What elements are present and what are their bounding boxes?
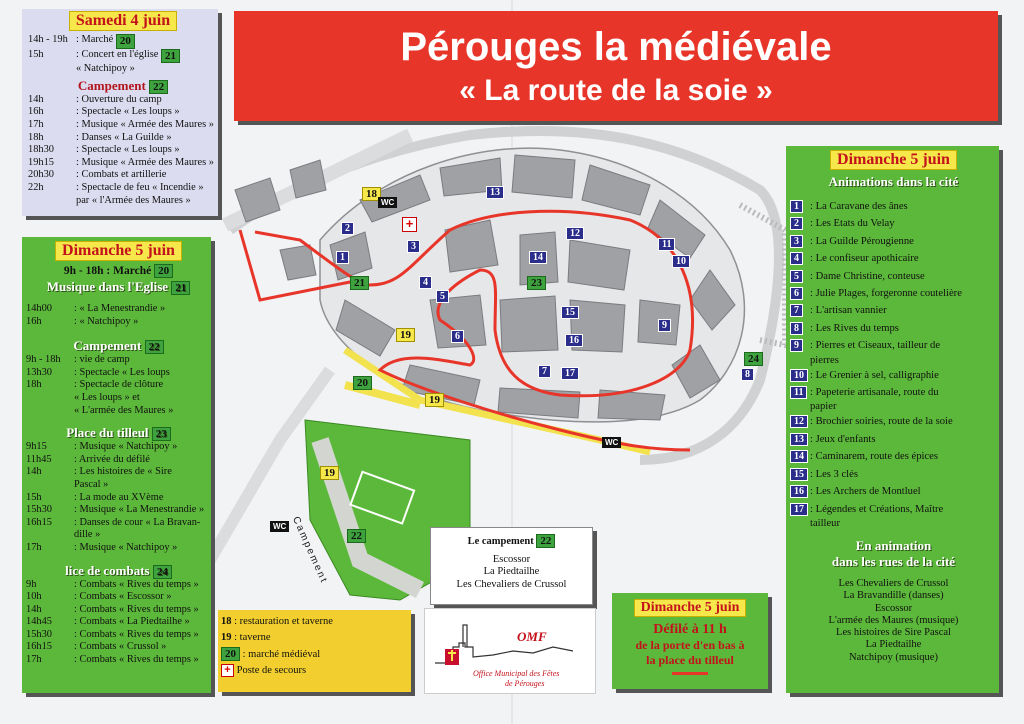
list-item bbox=[790, 401, 997, 413]
animation-number-badge: 5 bbox=[790, 270, 803, 283]
list-item: « Les loups » et bbox=[74, 391, 140, 403]
page-subtitle: « La route de la soie » bbox=[459, 74, 773, 107]
map-marker-19a[interactable]: 19 bbox=[396, 328, 415, 342]
animation-label: : Papeterie artisanale, route du bbox=[810, 387, 939, 399]
animation-label: : Les Etats du Velay bbox=[810, 218, 895, 230]
list-item: 15h30 : Combats « Rives du temps » bbox=[26, 628, 199, 640]
list-item bbox=[790, 483, 997, 500]
animation-number-badge: 10 bbox=[790, 369, 808, 382]
animation-number-badge: 6 bbox=[790, 287, 803, 300]
map-marker-18[interactable]: 18 bbox=[362, 187, 381, 201]
logo-line-1: Office Municipal des Fêtes bbox=[473, 669, 560, 678]
list-item: 11h45 : Arrivée du défilé bbox=[26, 453, 150, 465]
list-item bbox=[790, 268, 997, 285]
animation-label: papier bbox=[810, 401, 837, 413]
list-item: 15h : La mode au XVème bbox=[26, 491, 164, 503]
campement-box-title: Le campement 22 bbox=[431, 535, 592, 549]
animation-label: : Pierres et Ciseaux, tailleur de bbox=[810, 340, 941, 352]
map-marker-1[interactable]: 1 bbox=[336, 251, 349, 264]
animation-number-badge: 7 bbox=[790, 304, 803, 317]
legend-box bbox=[218, 610, 411, 692]
animation-number-badge: 8 bbox=[790, 322, 803, 335]
list-item: 9h15 : Musique « Natchipoy » bbox=[26, 441, 178, 453]
list-item: L'armée des Maures (musique) bbox=[828, 614, 959, 626]
street-anim-heading-2: dans les rues de la cité bbox=[831, 553, 956, 569]
list-item: par « l'Armée des Maures » bbox=[76, 194, 191, 206]
list-item: 18h : Spectacle de clôture bbox=[26, 379, 164, 391]
list-item: 14h : Les histoires de « Sire bbox=[26, 466, 172, 478]
list-item bbox=[790, 285, 997, 302]
list-item bbox=[790, 233, 997, 250]
map-marker-22[interactable]: 22 bbox=[347, 529, 366, 543]
map-marker-5[interactable]: 5 bbox=[436, 290, 449, 303]
map-marker-16[interactable]: 16 bbox=[565, 334, 583, 347]
animation-label: : Les 3 clés bbox=[810, 468, 858, 480]
logo-acronym: OMF bbox=[517, 629, 547, 644]
list-item bbox=[790, 355, 997, 367]
parade-underline bbox=[672, 672, 708, 675]
list-item: Escossor bbox=[874, 602, 913, 614]
list-item: La Piedtailhe bbox=[865, 639, 922, 651]
map-marker-24[interactable]: 24 bbox=[744, 352, 763, 366]
saturday-campement-heading: Campement 22 bbox=[28, 78, 218, 94]
parade-title: Dimanche 5 juin bbox=[634, 599, 747, 617]
map-marker-3[interactable]: 3 bbox=[407, 240, 420, 253]
list-item: 14h - 19h : Marché 20 bbox=[28, 34, 218, 49]
list-item bbox=[790, 215, 997, 232]
logo-line-2: de Pérouges bbox=[505, 679, 545, 688]
wc-icon: WC bbox=[270, 521, 289, 532]
list-item: 9h : Combats « Rives du temps » bbox=[26, 578, 199, 590]
animations-list bbox=[790, 198, 997, 530]
street-anim-heading-1: En animation bbox=[855, 537, 932, 553]
list-item: 14h45 : Combats « La Piedtailhe » bbox=[26, 616, 190, 628]
list-item bbox=[790, 337, 997, 354]
list-item: Les Chevaliers de Crussol bbox=[456, 578, 567, 590]
animation-label: : Julie Plages, forgeronne coutelière bbox=[810, 288, 962, 300]
list-item bbox=[790, 320, 997, 337]
list-item: 17h : Musique « Natchipoy » bbox=[26, 541, 178, 553]
list-item bbox=[790, 250, 997, 267]
music-heading: Musique dans l'Eglise 21 bbox=[26, 279, 211, 295]
list-item: 10h : Combats « Escossor » bbox=[26, 591, 172, 603]
map-marker-2[interactable]: 2 bbox=[341, 222, 354, 235]
animation-number-badge: 13 bbox=[790, 433, 808, 446]
animation-label: : La Caravane des ânes bbox=[810, 201, 908, 212]
list-item: Pascal » bbox=[74, 478, 109, 490]
map-marker-19b[interactable]: 19 bbox=[425, 393, 444, 407]
animation-label: : Caminarem, route des épices bbox=[810, 451, 938, 463]
list-item: 15h : Concert en l'église 21 bbox=[28, 49, 218, 64]
map-marker-21[interactable]: 21 bbox=[350, 276, 369, 290]
list-item: 17h : Combats « Rives du temps » bbox=[26, 654, 199, 666]
list-item: 22h : Spectacle de feu « Incendie » bbox=[28, 181, 204, 193]
animation-number-badge: 15 bbox=[790, 468, 808, 481]
parade-line-2: de la porte d'en bas à bbox=[635, 638, 745, 652]
place-tilleul-heading: Place du tilleul 23 bbox=[26, 425, 211, 441]
list-item bbox=[790, 198, 997, 215]
animation-label: : Légendes et Créations, Maître bbox=[810, 503, 944, 515]
map-marker-13[interactable]: 13 bbox=[486, 186, 504, 199]
animation-number-badge: 9 bbox=[790, 339, 803, 352]
animation-label: : L'artisan vannier bbox=[810, 305, 887, 317]
map-marker-12[interactable]: 12 bbox=[566, 227, 584, 240]
list-item: dille » bbox=[74, 529, 101, 541]
list-item bbox=[790, 413, 997, 430]
animation-number-badge: 14 bbox=[790, 450, 808, 463]
animation-label: tailleur bbox=[810, 517, 841, 529]
map-marker-14[interactable]: 14 bbox=[529, 251, 547, 264]
page-title: Pérouges la médiévale bbox=[400, 25, 832, 69]
parade-line-1: Défilé à 11 h bbox=[653, 622, 727, 637]
map-marker-23[interactable]: 23 bbox=[527, 276, 546, 290]
list-item: 20 : marché médiéval bbox=[221, 648, 411, 660]
saturday-title: Samedi 4 juin bbox=[69, 11, 177, 31]
omf-logo bbox=[424, 608, 596, 694]
list-item: + Poste de secours bbox=[221, 664, 411, 677]
list-item bbox=[790, 448, 997, 465]
list-item: « Natchipoy » bbox=[76, 63, 135, 75]
campement-heading: Campement 22 bbox=[26, 338, 211, 354]
parade-line-3: la place du tilleul bbox=[646, 653, 734, 667]
lice-combats-heading: lice de combats 24 bbox=[26, 563, 211, 579]
list-item: Escossor bbox=[492, 553, 531, 565]
list-item: La Bravandille (danses) bbox=[843, 590, 944, 602]
animation-label: : Les Archers de Montluel bbox=[810, 486, 921, 498]
campement-map-label: Campement bbox=[289, 515, 330, 586]
list-item: 18 : restauration et taverne bbox=[221, 616, 333, 627]
sunday-right-panel bbox=[786, 146, 999, 693]
animation-number-badge: 1 bbox=[790, 200, 803, 213]
animation-label: : Jeux d'enfants bbox=[810, 433, 876, 445]
animation-label: : Les Rives du temps bbox=[810, 322, 899, 334]
list-item bbox=[790, 501, 997, 518]
map-marker-7[interactable]: 7 bbox=[538, 365, 551, 378]
list-item: 20h30 : Combats et artillerie bbox=[28, 169, 167, 181]
map-marker-17[interactable]: 17 bbox=[561, 367, 579, 380]
list-item: 18h : Danses « La Guilde » bbox=[28, 131, 172, 143]
wc-icon: WC bbox=[378, 197, 397, 208]
street-anim-list bbox=[790, 578, 997, 664]
list-item: Natchipoy (musique) bbox=[849, 651, 938, 663]
saturday-panel bbox=[22, 9, 218, 216]
map-marker-11[interactable]: 11 bbox=[658, 238, 675, 251]
animation-label: : Le Grenier à sel, calligraphie bbox=[810, 369, 939, 381]
list-item: 18h30 : Spectacle « Les loups » bbox=[28, 144, 180, 156]
list-item bbox=[790, 431, 997, 448]
animation-number-badge: 3 bbox=[790, 235, 803, 248]
title-banner bbox=[234, 11, 998, 121]
list-item bbox=[790, 384, 997, 401]
map-marker-4[interactable]: 4 bbox=[419, 276, 432, 289]
list-item: 16h : Spectacle « Les loups » bbox=[28, 106, 180, 118]
map-marker-20[interactable]: 20 bbox=[353, 376, 372, 390]
list-item: 13h30 : Spectacle « Les loups bbox=[26, 366, 170, 378]
animation-label: : Dame Christine, conteuse bbox=[810, 270, 925, 282]
market-line: 9h - 18h : Marché 20 bbox=[26, 265, 211, 277]
list-item: 14h : Combats « Rives du temps » bbox=[26, 603, 199, 615]
list-item: Les Chevaliers de Crussol bbox=[838, 577, 949, 589]
sunday-right-title: Dimanche 5 juin bbox=[830, 150, 957, 170]
list-item: 16h15 : Danses de cour « La Bravan- bbox=[26, 516, 201, 528]
first-aid-icon: + bbox=[402, 217, 417, 232]
map-marker-10[interactable]: 10 bbox=[672, 255, 690, 268]
list-item: 16h15 : Combats « Crussol » bbox=[26, 641, 167, 653]
animation-label: : La Guilde Pérougienne bbox=[810, 235, 914, 247]
map-marker-15[interactable]: 15 bbox=[561, 306, 579, 319]
list-item bbox=[790, 466, 997, 483]
animation-number-badge: 16 bbox=[790, 485, 808, 498]
wc-icon: WC bbox=[602, 437, 621, 448]
sunday-left-panel bbox=[22, 237, 211, 693]
animation-label: : Brochier soiries, route de la soie bbox=[810, 416, 953, 428]
animation-number-badge: 12 bbox=[790, 415, 808, 428]
animation-label: pierres bbox=[810, 354, 839, 366]
map-marker-19c[interactable]: 19 bbox=[320, 466, 339, 480]
list-item: La Piedtailhe bbox=[483, 566, 540, 577]
campement-box bbox=[430, 527, 593, 605]
list-item bbox=[790, 367, 997, 384]
map-marker-9[interactable]: 9 bbox=[658, 319, 671, 332]
list-item: 17h : Musique « Armée des Maures » bbox=[28, 118, 214, 130]
map-marker-6[interactable]: 6 bbox=[451, 330, 464, 343]
list-item: Les histoires de Sire Pascal bbox=[836, 627, 951, 639]
animation-number-badge: 11 bbox=[790, 386, 807, 399]
first-aid-icon: + bbox=[221, 664, 234, 677]
map-marker-8[interactable]: 8 bbox=[741, 368, 754, 381]
list-item: 16h : « Natchipoy » bbox=[26, 315, 139, 327]
list-item: « L'armée des Maures » bbox=[74, 404, 174, 416]
animation-number-badge: 17 bbox=[790, 503, 808, 516]
animation-number-badge: 4 bbox=[790, 252, 803, 265]
list-item: 14h00 : « La Menestrandie » bbox=[26, 303, 166, 314]
animation-number-badge: 2 bbox=[790, 217, 803, 230]
list-item: 19h15 : Musique « Armée des Maures » bbox=[28, 156, 214, 168]
parade-box bbox=[612, 593, 768, 689]
castle-logo-icon bbox=[433, 617, 583, 667]
animation-label: : Le confiseur apothicaire bbox=[810, 253, 919, 265]
list-item: 19 : taverne bbox=[221, 632, 271, 643]
list-item: 9h - 18h : vie de camp bbox=[26, 354, 130, 366]
animations-heading: Animations dans la cité bbox=[828, 174, 959, 189]
list-item bbox=[790, 518, 997, 530]
list-item: 14h : Ouverture du camp bbox=[28, 93, 162, 105]
list-item bbox=[790, 302, 997, 319]
list-item: 15h30 : Musique « La Menestrandie » bbox=[26, 504, 205, 516]
sunday-left-title: Dimanche 5 juin bbox=[55, 241, 182, 261]
